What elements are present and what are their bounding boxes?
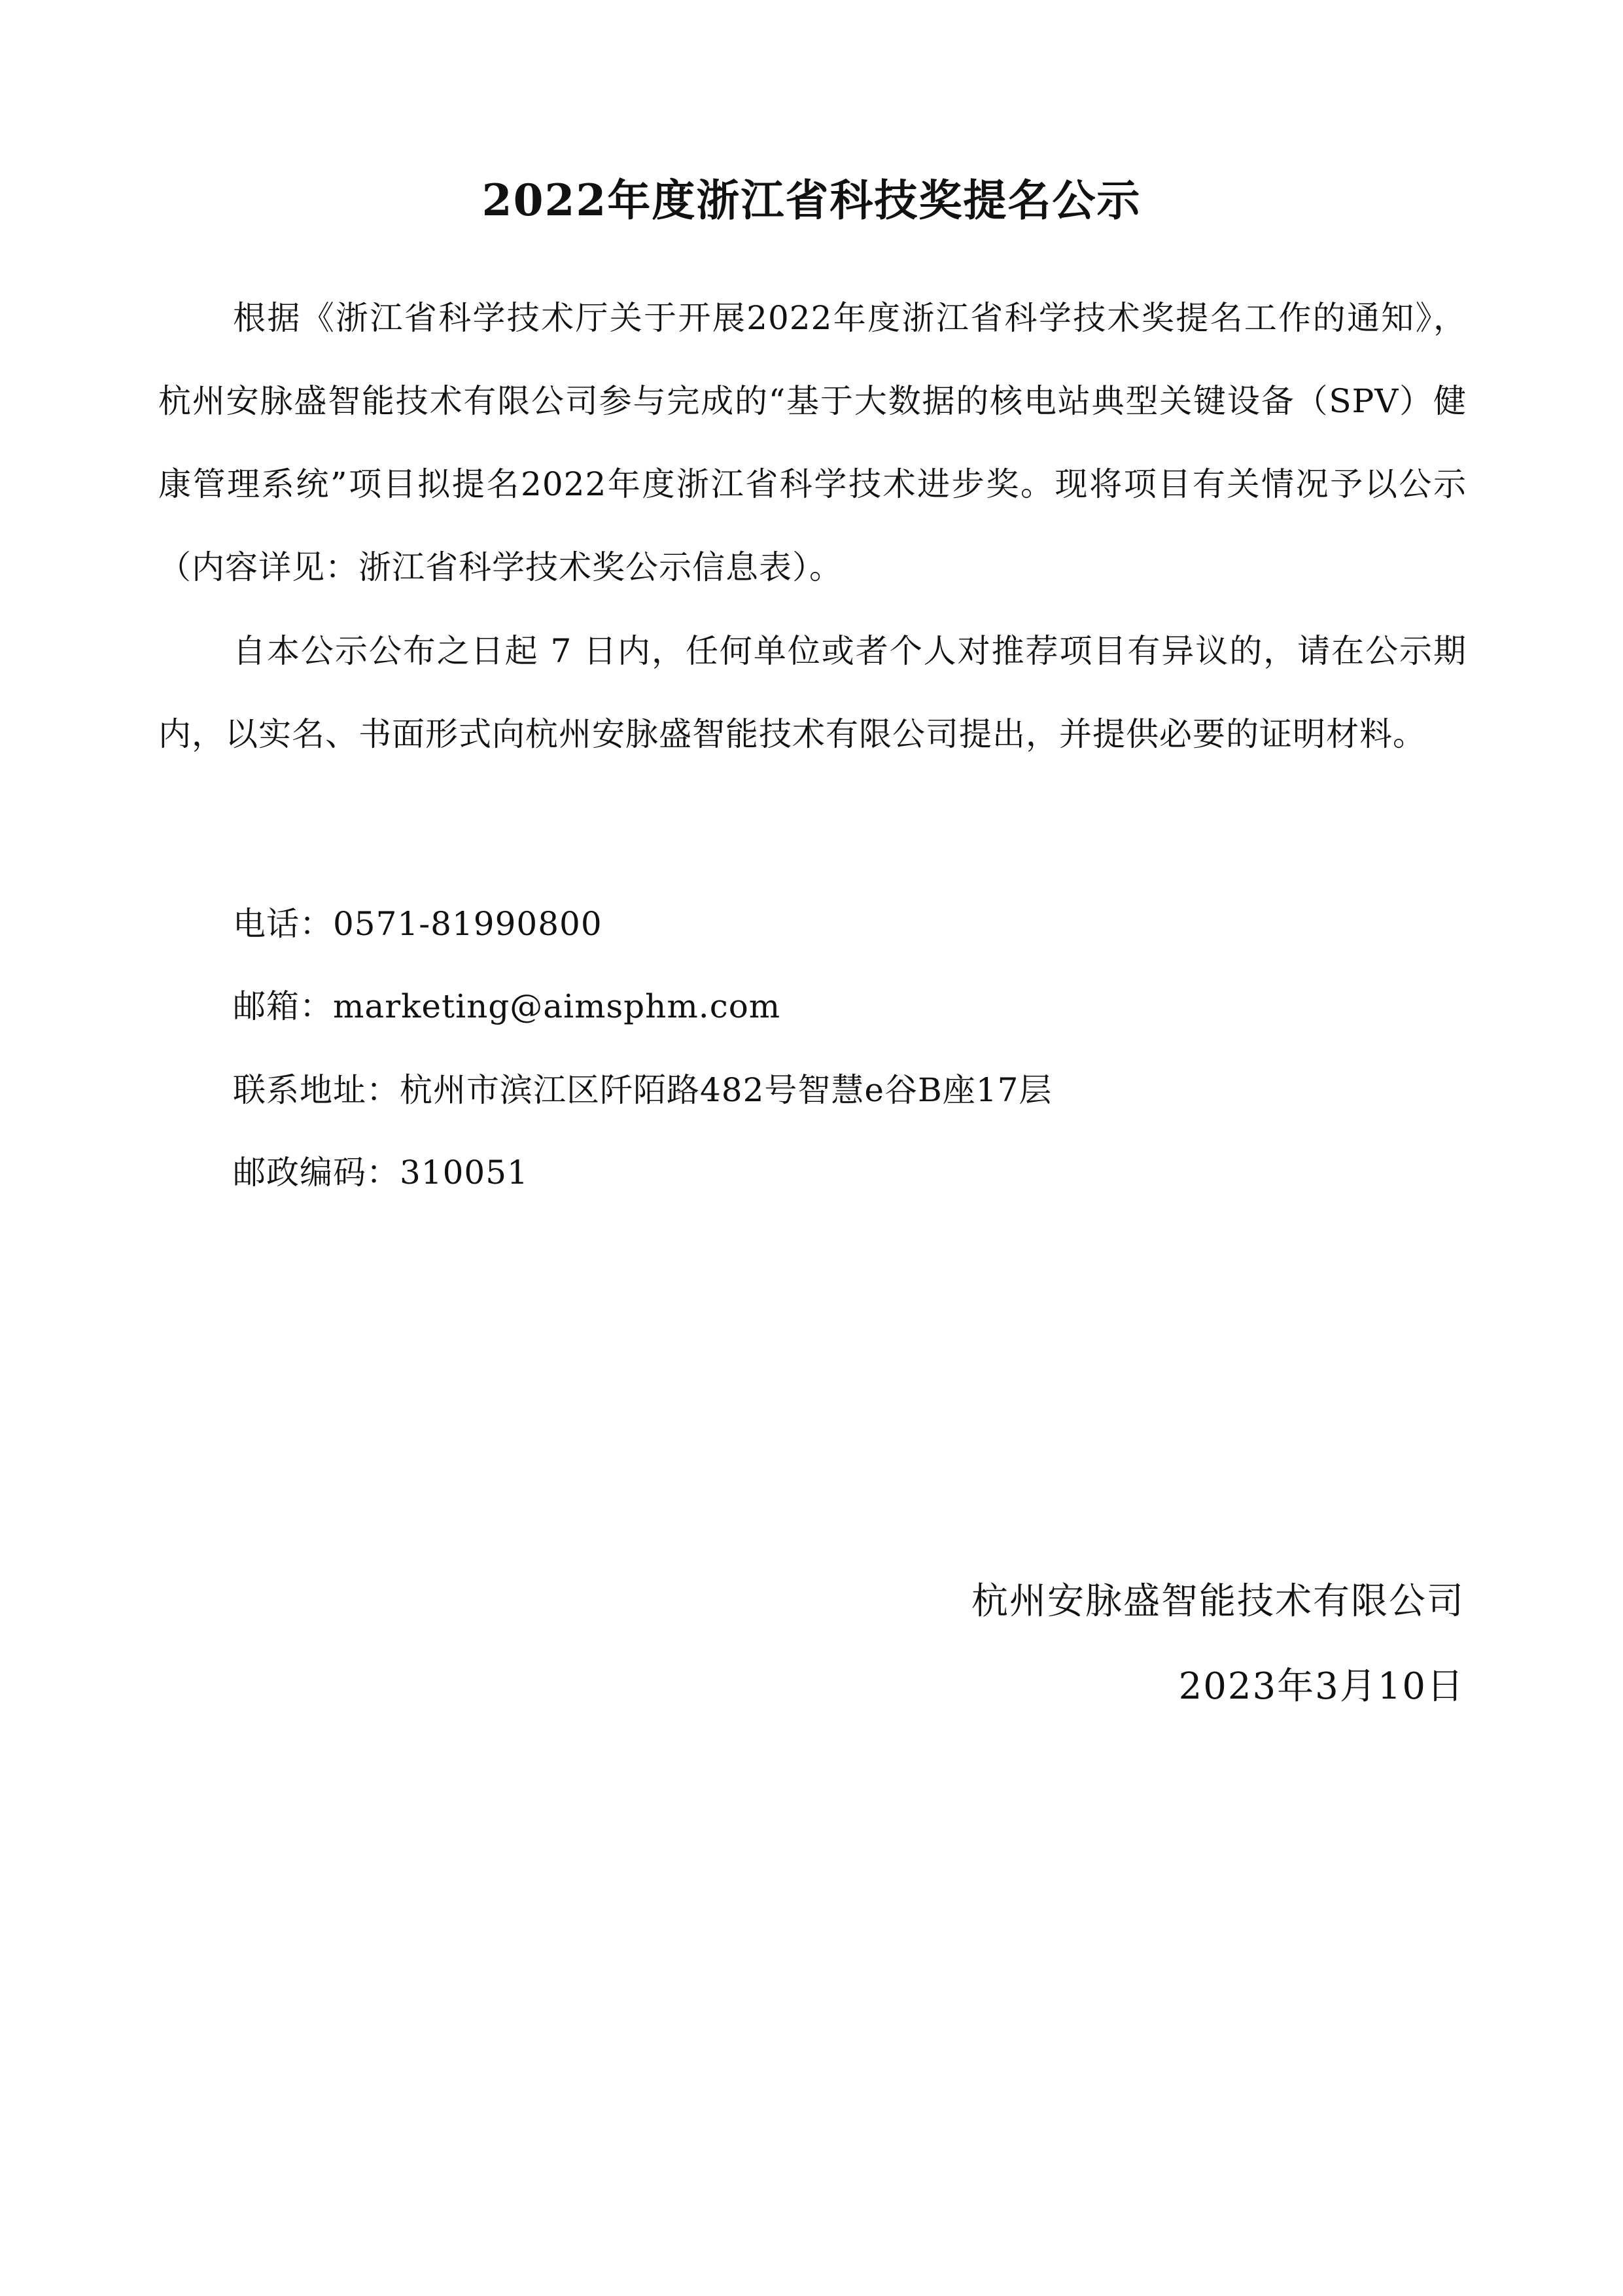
contact-phone: 电话：0571-81990800 (233, 905, 602, 943)
objection-paragraph: 自本公示公布之日起 7 日内，任何单位或者个人对推荐项目有异议的，请在公示期内，以实名、书面形式向杭州安脉盛智能技术有限公司提出，并提供必要的证明材料。 (158, 632, 1467, 753)
page-title: 2022年度浙江省科技奖提名公示 (481, 175, 1142, 226)
contact-email: 邮箱：marketing@aimsphm.com (233, 987, 781, 1025)
signature-date: 2023年3月10日 (1178, 1665, 1465, 1708)
signature-company: 杭州安脉盛智能技术有限公司 (971, 1580, 1465, 1623)
contact-postcode: 邮政编码：310051 (233, 1154, 529, 1192)
nomination-paragraph: 根据《浙江省科学技术厅关于开展2022年度浙江省科学技术奖提名工作的通知》，杭州安脉盛智能技术有限公司参与完成的“基于大数据的核电站典型关键设备（SPV）健康管理系统”项目拟提名2022年度浙江省科学技术进步奖。现将项目有关情况予以公示（内容详见：浙江省科学技术奖公示信息表）。 (158, 299, 1467, 586)
contact-address: 联系地址：杭州市滨江区阡陌路482号智慧e谷B座17层 (233, 1071, 1053, 1109)
